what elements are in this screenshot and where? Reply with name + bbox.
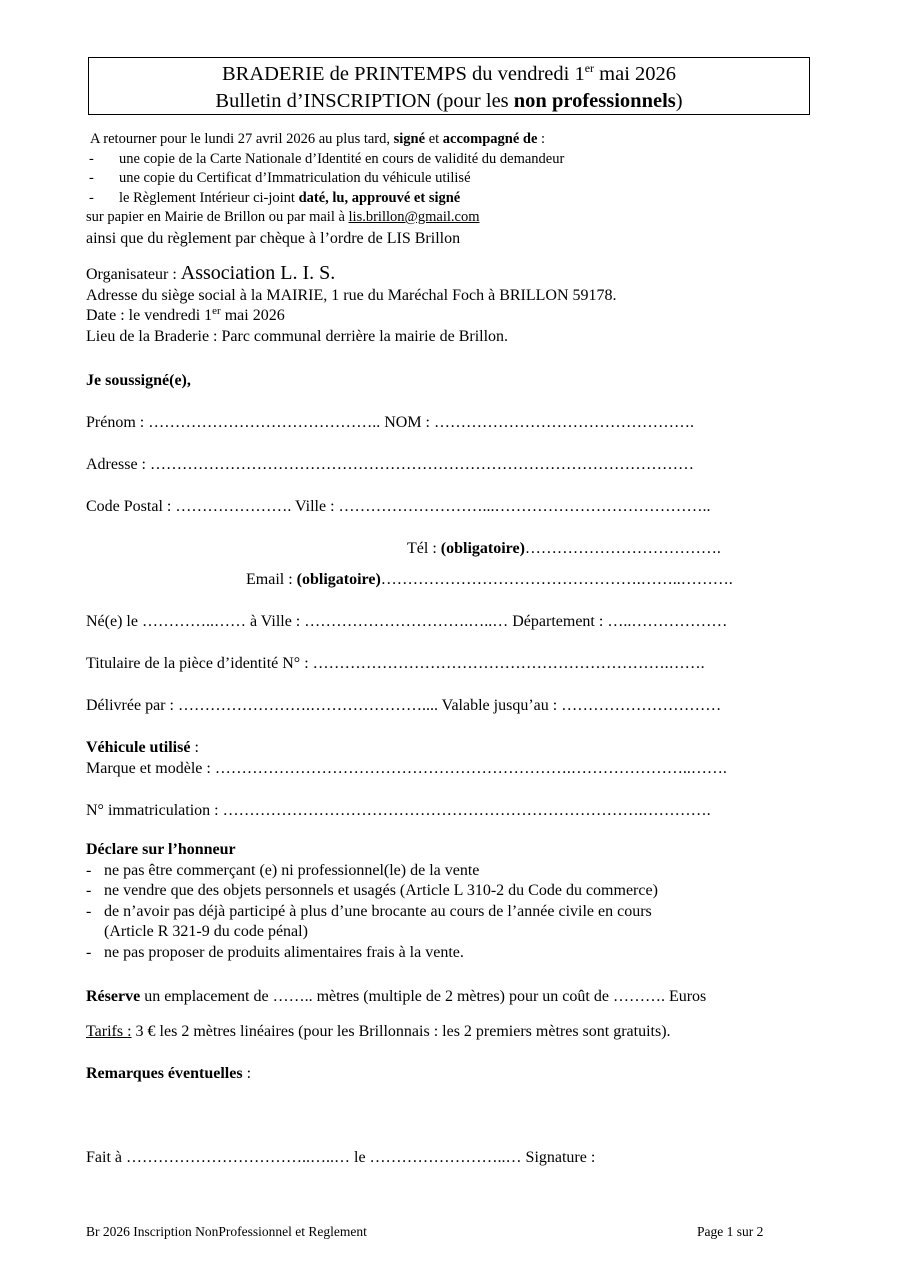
list-item-text: une copie de la Carte Nationale d’Identité en cours de validité du demandeur xyxy=(119,150,565,167)
list-item xyxy=(86,189,564,209)
organizer-block xyxy=(86,263,617,347)
list-item-bold: daté, lu, approuvé et signé xyxy=(298,189,461,206)
vehicule-label: Véhicule utilisé xyxy=(86,739,191,756)
event-place: Lieu de la Braderie : Parc communal derrière la mairie de Brillon. xyxy=(86,327,509,345)
date-text-end: mai 2026 xyxy=(220,307,285,324)
reserve-label: Réserve xyxy=(86,988,141,1005)
instructions-cheque-line: ainsi que du règlement par chèque à l’ordre de LIS Brillon xyxy=(86,229,461,247)
tel-field[interactable] xyxy=(407,539,721,559)
declaration-item-text: de n’avoir pas déjà participé à plus d’une brocante au cours de l’année civile en cours xyxy=(104,902,652,920)
remarques-heading[interactable] xyxy=(86,1064,251,1084)
subtitle-text: Bulletin d’INSCRIPTION (pour les xyxy=(215,90,514,112)
list-item-text: le Règlement Intérieur ci-joint xyxy=(119,189,299,206)
subtitle-end: ) xyxy=(675,90,683,112)
footer-page-number: Page 1 sur 2 xyxy=(697,1224,764,1239)
declaration-block xyxy=(86,840,658,963)
declaration-item xyxy=(86,881,658,902)
subtitle-bold: non professionnels xyxy=(513,90,676,112)
event-date xyxy=(86,306,617,327)
date-superscript: er xyxy=(212,305,221,317)
title-text-end: mai 2026 xyxy=(594,63,677,85)
list-item xyxy=(86,169,564,189)
email-field[interactable] xyxy=(246,570,733,590)
bullet-dash: - xyxy=(86,902,92,920)
bullet-dash: - xyxy=(89,150,94,167)
declaration-item-text: ne vendre que des objets personnels et usagés (Article L 310-2 du Code du commerce) xyxy=(104,882,658,899)
delivree-field[interactable]: Délivrée par : …………………….………………….... Valable jusqu’au : ………………………… xyxy=(86,697,722,714)
organizer-label: Organisateur : xyxy=(86,266,181,283)
title-superscript: er xyxy=(584,61,595,75)
instructions xyxy=(86,130,564,248)
organizer-address: Adresse du siège social à la MAIRIE, 1 rue du Maréchal Foch à BRILLON 59178. xyxy=(86,286,617,304)
remarques-label: Remarques éventuelles xyxy=(86,1065,243,1082)
tel-label: Tél : xyxy=(407,540,441,557)
instr-bold-accompagne: accompagné de xyxy=(442,131,538,147)
instructions-paper-line xyxy=(86,208,564,228)
tel-dots: ………………………………. xyxy=(524,540,721,557)
declaration-item-text: ne pas proposer de produits alimentaires frais à la vente. xyxy=(104,943,464,961)
title-box xyxy=(88,57,810,115)
bullet-dash: - xyxy=(86,861,92,879)
remarques-colon: : xyxy=(242,1065,252,1082)
list-item xyxy=(86,150,564,170)
bullet-dash: - xyxy=(86,882,92,899)
fait-signature-line[interactable]: Fait à ……………………………..…..… le ……………………..… Signature : xyxy=(86,1149,596,1166)
footer-document-name: Br 2026 Inscription NonProfessionnel et Reglement xyxy=(86,1224,367,1239)
title-text: BRADERIE de PRINTEMPS du vendredi 1 xyxy=(221,63,585,85)
tarifs-text: 3 € les 2 mètres linéaires (pour les Brillonnais : les 2 premiers mètres sont gratuits). xyxy=(131,1023,671,1040)
title-line-2 xyxy=(89,88,809,115)
declaration-item xyxy=(86,902,658,923)
instr-text: et xyxy=(425,131,443,147)
reserve-line[interactable] xyxy=(86,987,706,1007)
code-postal-ville-field[interactable]: Code Postal : …………………. Ville : ………………………...………………………………….. xyxy=(86,498,711,515)
list-item-text: une copie du Certificat d’Immatriculation du véhicule utilisé xyxy=(119,170,471,186)
instr-text: A retourner pour le lundi 27 avril 2026 au plus tard, xyxy=(90,131,394,147)
instr-text: : xyxy=(537,131,546,147)
email-link[interactable]: lis.brillon@gmail.com xyxy=(348,209,480,225)
title-line-1 xyxy=(89,61,809,88)
email-dots: ………………………………………….……..………. xyxy=(380,571,733,588)
marque-modele-field[interactable]: Marque et modèle : ………………………………………………………….…………………..……. xyxy=(86,760,727,777)
instr-text: sur papier en Mairie de Brillon ou par mail à xyxy=(86,209,349,225)
instructions-line-1 xyxy=(86,130,564,150)
instr-bold-signe: signé xyxy=(393,131,426,147)
organizer-name: Association L. I. S. xyxy=(180,262,336,284)
email-label: Email : xyxy=(246,571,297,588)
date-text: Date : le vendredi 1 xyxy=(86,307,213,324)
vehicule-heading xyxy=(86,738,199,758)
organizer-line xyxy=(86,263,617,286)
adresse-field[interactable]: Adresse : ………………………………………………………………………………………… xyxy=(86,456,694,473)
bullet-dash: - xyxy=(89,170,94,186)
prenom-nom-field[interactable]: Prénom : …………………………………….. NOM : …………………………………………. xyxy=(86,414,694,431)
declaration-item xyxy=(86,861,658,882)
email-required: (obligatoire) xyxy=(296,571,381,588)
declaration-item-text: ne pas être commerçant (e) ni professionnel(le) de la vente xyxy=(104,861,480,879)
vehicule-colon: : xyxy=(190,739,199,756)
declaration-item xyxy=(86,943,658,964)
bullet-dash: - xyxy=(86,943,92,961)
declaration-item-continuation: (Article R 321-9 du code pénal) xyxy=(104,923,308,940)
reserve-text: un emplacement de …….. mètres (multiple de 2 mètres) pour un coût de ………. Euros xyxy=(140,988,707,1005)
piece-identite-field[interactable]: Titulaire de la pièce d’identité N° : ………………………………………………………….……. xyxy=(86,655,705,672)
tel-required: (obligatoire) xyxy=(440,540,525,557)
soussigne-heading: Je soussigné(e), xyxy=(86,372,191,389)
bullet-dash: - xyxy=(89,189,94,206)
declaration-heading: Déclare sur l’honneur xyxy=(86,841,236,858)
immatriculation-field[interactable]: N° immatriculation : …………………………………………………………………….…………. xyxy=(86,802,711,819)
naissance-field[interactable]: Né(e) le …………..…… à Ville : ………………………….…..… Département : …..……………… xyxy=(86,613,728,630)
tarifs-colon: : xyxy=(127,1023,132,1040)
tarifs-label: Tarifs xyxy=(86,1023,128,1040)
tarifs-line xyxy=(86,1022,671,1042)
